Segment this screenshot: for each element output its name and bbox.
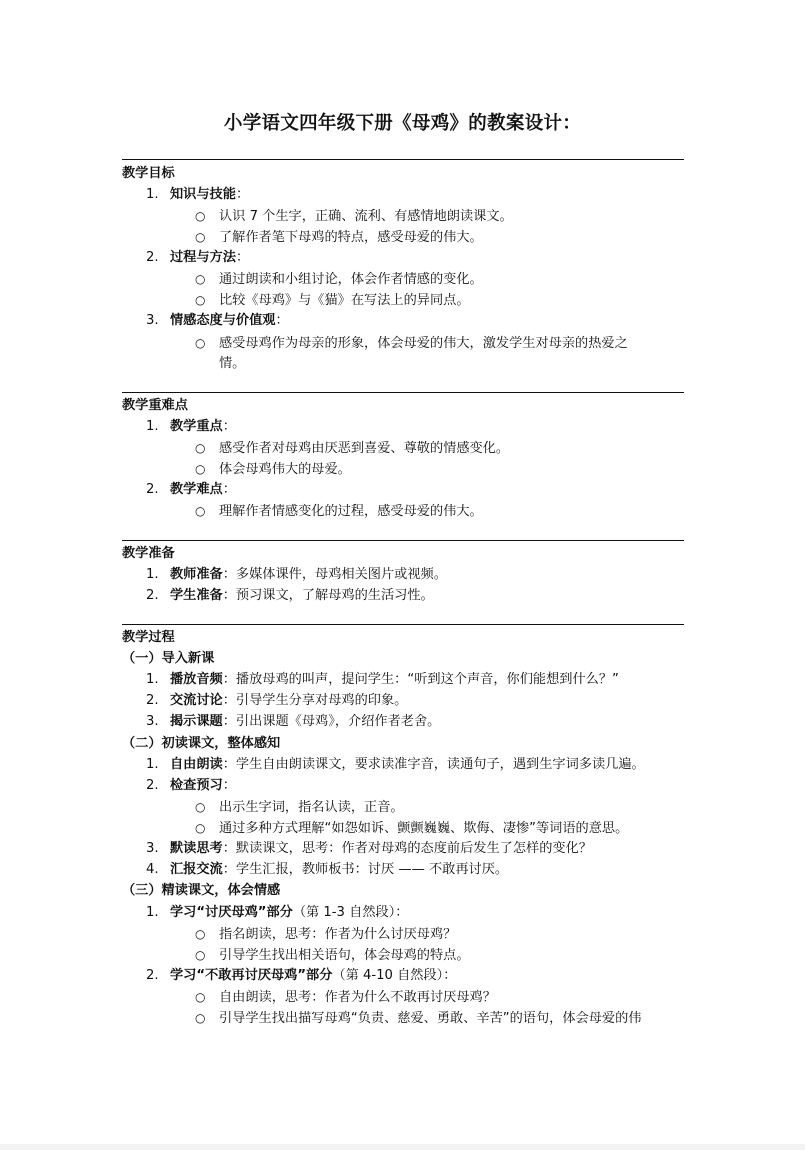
item-label: 检查预习: [170, 778, 223, 793]
subsection-heading: （三）精读课文，体会情感: [122, 883, 281, 898]
item-label: 学生准备: [170, 588, 223, 603]
bullet-item: ○ 比较《母鸡》与《猫》在写法上的异同点。: [195, 290, 470, 311]
section-heading-goals: 教学目标: [122, 166, 175, 181]
list-item: 1. 播放音频：播放母鸡的叫声，提问学生：“听到这个声音，你们能想到什么？”: [146, 670, 619, 690]
list-number: 2.: [146, 482, 159, 497]
item-label: 揭示课题: [170, 714, 223, 729]
list-item: 2. 交流讨论：引导学生分享对母鸡的印象。: [146, 691, 407, 711]
bullet-continuation: 情。: [219, 356, 246, 371]
list-number: 3.: [146, 313, 159, 328]
bullet-item: ○ 通过朗读和小组讨论，体会作者情感的变化。: [195, 269, 483, 290]
item-label: 教师准备: [170, 567, 223, 582]
list-item: 2. 学生准备：预习课文，了解母鸡的生活习性。: [146, 586, 434, 606]
list-item: 4. 汇报交流：学生汇报，教师板书：讨厌 —— 不敢再讨厌。: [146, 860, 508, 880]
item-label: 交流讨论: [170, 693, 223, 708]
list-item: 1. 教学重点：: [146, 417, 236, 437]
list-number: 2.: [146, 778, 159, 793]
bullet-item: ○ 体会母鸡伟大的母爱。: [195, 459, 351, 480]
list-number: 4.: [146, 862, 159, 877]
bullet-item: ○ 理解作者情感变化的过程，感受母爱的伟大。: [195, 501, 483, 522]
item-label: 播放音频: [170, 672, 223, 687]
list-number: 3.: [146, 714, 159, 729]
list-item: 1. 教师准备：多媒体课件，母鸡相关图片或视频。: [146, 565, 447, 585]
list-item: 2. 教学难点：: [146, 480, 236, 500]
list-number: 2.: [146, 968, 159, 983]
bullet-icon: ○: [195, 1011, 206, 1025]
item-label: 学习“讨厌母鸡”部分: [170, 905, 293, 920]
section-divider: [122, 392, 684, 393]
list-number: 1.: [146, 757, 159, 772]
bullet-icon: ○: [195, 927, 206, 941]
section-heading-preparation: 教学准备: [122, 546, 175, 561]
section-divider: [122, 624, 684, 625]
list-item: 3. 情感态度与价值观：: [146, 311, 289, 331]
bullet-icon: ○: [195, 441, 206, 455]
item-label: 过程与方法: [170, 250, 236, 265]
item-label: 情感态度与价值观: [170, 313, 276, 328]
bullet-item: ○ 感受作者对母鸡由厌恶到喜爱、尊敬的情感变化。: [195, 438, 509, 459]
bullet-item: ○ 了解作者笔下母鸡的特点，感受母爱的伟大。: [195, 227, 483, 248]
section-divider: [122, 159, 684, 160]
list-item: 2. 过程与方法：: [146, 248, 249, 268]
list-number: 3.: [146, 841, 159, 856]
list-number: 1.: [146, 905, 159, 920]
bullet-item: ○ 引导学生找出相关语句，体会母鸡的特点。: [195, 945, 470, 966]
bullet-icon: ○: [195, 230, 206, 244]
document-title: 小学语文四年级下册《母鸡》的教案设计：: [223, 113, 582, 134]
bullet-icon: ○: [195, 336, 206, 350]
list-number: 2.: [146, 588, 159, 603]
bullet-icon: ○: [195, 800, 206, 814]
item-label: 汇报交流: [170, 862, 223, 877]
bullet-item: ○ 通过多种方式理解“如怨如诉、颤颤巍巍、欺侮、凄惨”等词语的意思。: [195, 818, 628, 839]
bullet-icon: ○: [195, 504, 206, 518]
item-label: 教学重点: [170, 419, 223, 434]
subsection-heading: （一）导入新课: [122, 651, 215, 666]
item-label: 自由朗读: [170, 757, 223, 772]
list-number: 1.: [146, 187, 159, 202]
bullet-icon: ○: [195, 990, 206, 1004]
section-heading-keypoints: 教学重难点: [122, 398, 188, 413]
bullet-icon: ○: [195, 462, 206, 476]
list-item: 1. 自由朗读：学生自由朗读课文，要求读准字音，读通句子，遇到生字词多读几遍。: [146, 755, 645, 775]
bullet-item: ○ 指名朗读，思考：作者为什么讨厌母鸡？: [195, 924, 456, 945]
bullet-item: ○ 引导学生找出描写母鸡“负责、慈爱、勇敢、辛苦”的语句，体会母爱的伟: [195, 1008, 641, 1029]
bullet-item: ○ 自由朗读，思考：作者为什么不敢再讨厌母鸡？: [195, 987, 496, 1008]
item-label: 默读思考: [170, 841, 223, 856]
list-number: 1.: [146, 419, 159, 434]
bullet-item: ○ 认识 7 个生字，正确、流利、有感情地朗读课文。: [195, 206, 513, 227]
list-item: 2. 检查预习：: [146, 776, 236, 796]
section-heading-process: 教学过程: [122, 630, 175, 645]
list-number: 1.: [146, 672, 159, 687]
item-label: 知识与技能: [170, 187, 236, 202]
bullet-icon: ○: [195, 821, 206, 835]
list-number: 2.: [146, 693, 159, 708]
list-number: 1.: [146, 567, 159, 582]
bullet-item: ○ 感受母鸡作为母亲的形象，体会母爱的伟大，激发学生对母亲的热爱之: [195, 333, 628, 354]
bullet-icon: ○: [195, 948, 206, 962]
bullet-icon: ○: [195, 272, 206, 286]
list-item: 2. 学习“不敢再讨厌母鸡”部分（第 4-10 自然段）：: [146, 966, 456, 986]
list-number: 2.: [146, 250, 159, 265]
item-label: 教学难点: [170, 482, 223, 497]
list-item: 3. 揭示课题：引出课题《母鸡》，介绍作者老舍。: [146, 712, 440, 732]
list-item: 1. 知识与技能：: [146, 185, 249, 205]
section-divider: [122, 540, 684, 541]
bullet-icon: ○: [195, 293, 206, 307]
bullet-icon: ○: [195, 209, 206, 223]
item-label: 学习“不敢再讨厌母鸡”部分: [170, 968, 333, 983]
bullet-item: ○ 出示生字词，指名认读，正音。: [195, 797, 404, 818]
list-item: 1. 学习“讨厌母鸡”部分（第 1-3 自然段）：: [146, 903, 408, 923]
subsection-heading: （二）初读课文，整体感知: [122, 736, 281, 751]
list-item: 3. 默读思考：默读课文，思考：作者对母鸡的态度前后发生了怎样的变化？: [146, 839, 592, 859]
